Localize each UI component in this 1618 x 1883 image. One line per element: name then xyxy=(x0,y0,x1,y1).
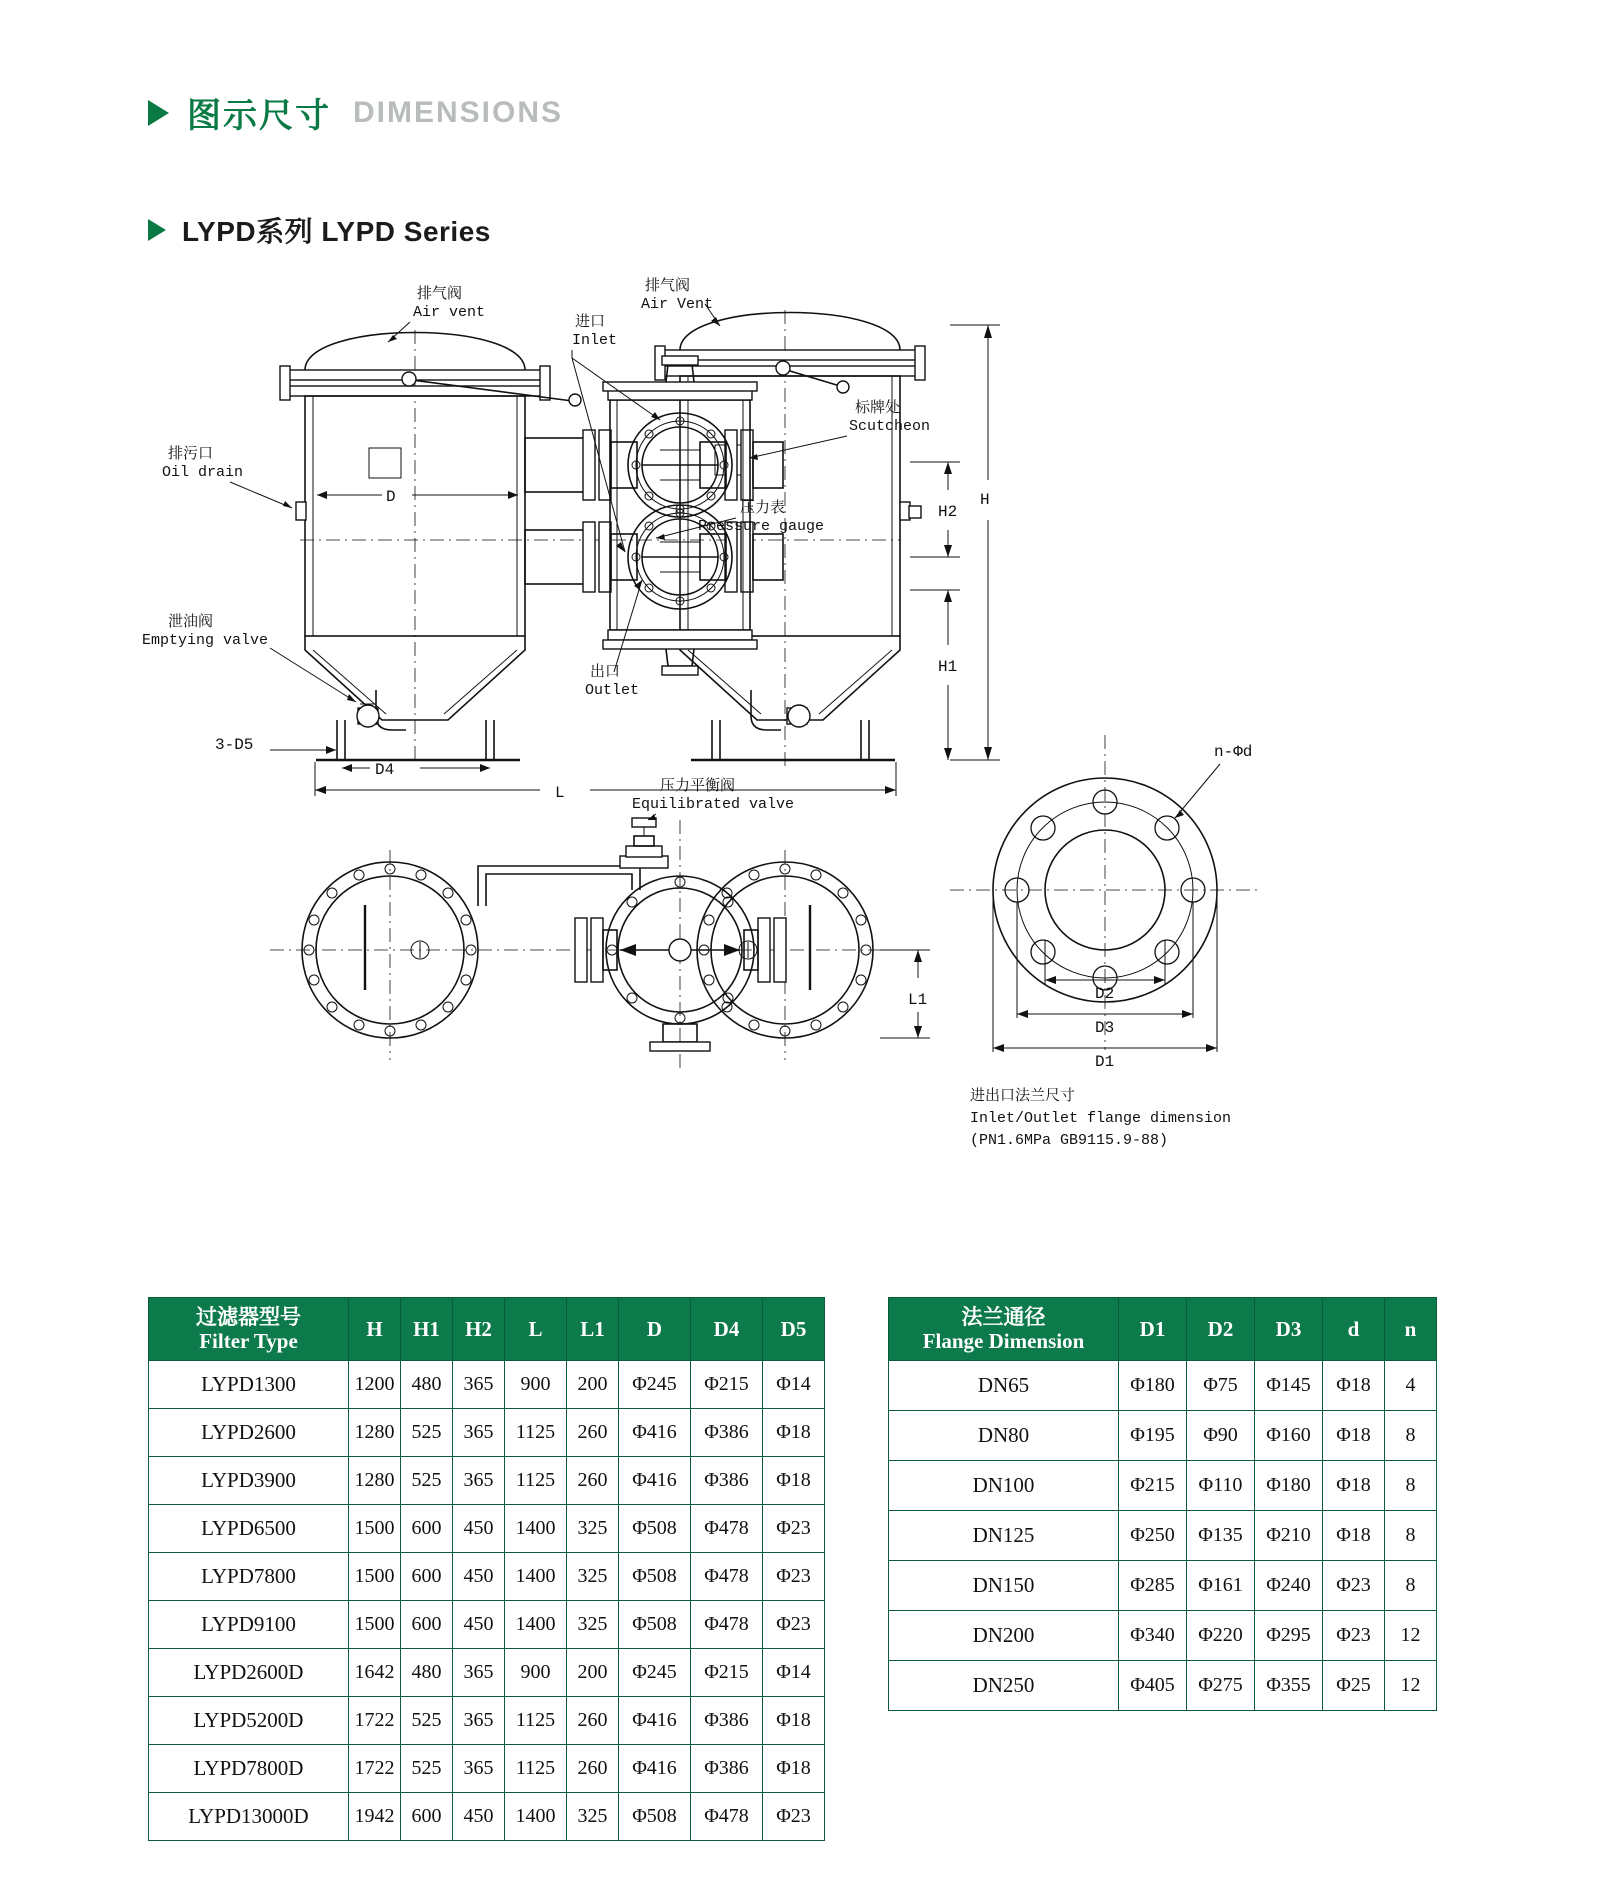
cell-l: 1400 xyxy=(505,1793,567,1841)
cell-d2: Φ161 xyxy=(1187,1561,1255,1611)
column-header-d4: D4 xyxy=(691,1298,763,1361)
section-heading-en: DIMENSIONS xyxy=(353,95,564,129)
cell-h1: 600 xyxy=(401,1505,453,1553)
cell-d4: Φ478 xyxy=(691,1505,763,1553)
cell-filter-type: LYPD1300 xyxy=(149,1361,349,1409)
cell-filter-type: LYPD2600 xyxy=(149,1409,349,1457)
svg-text:D3: D3 xyxy=(1095,1019,1115,1037)
cell-n: 8 xyxy=(1385,1461,1437,1511)
svg-text:Inlet: Inlet xyxy=(572,332,618,349)
cell-d3: Φ210 xyxy=(1255,1511,1323,1561)
column-header-d: D xyxy=(619,1298,691,1361)
column-header-h: H xyxy=(349,1298,401,1361)
cell-d2: Φ90 xyxy=(1187,1411,1255,1461)
cell-l1: 260 xyxy=(567,1697,619,1745)
cell-d: Φ508 xyxy=(619,1505,691,1553)
column-header-flange-cn: 法兰通径 xyxy=(961,1305,1046,1329)
cell-h1: 600 xyxy=(401,1601,453,1649)
cell-small-d: Φ18 xyxy=(1323,1411,1385,1461)
column-header-h2: H2 xyxy=(453,1298,505,1361)
svg-text:排气阀: 排气阀 xyxy=(645,277,691,294)
cell-n: 4 xyxy=(1385,1361,1437,1411)
svg-text:压力平衡阀: 压力平衡阀 xyxy=(660,777,736,794)
svg-text:排污口: 排污口 xyxy=(168,445,214,462)
subsection-heading xyxy=(148,210,491,250)
table-row xyxy=(889,1461,1437,1511)
cell-h2: 365 xyxy=(453,1409,505,1457)
cell-filter-type: LYPD9100 xyxy=(149,1601,349,1649)
cell-flange-name: DN100 xyxy=(889,1461,1119,1511)
svg-text:Oil drain: Oil drain xyxy=(162,464,244,481)
cell-h1: 525 xyxy=(401,1697,453,1745)
table-row xyxy=(149,1601,825,1649)
cell-h1: 525 xyxy=(401,1745,453,1793)
cell-l1: 260 xyxy=(567,1409,619,1457)
svg-text:标牌处: 标牌处 xyxy=(855,399,901,416)
cell-h2: 365 xyxy=(453,1457,505,1505)
cell-d1: Φ285 xyxy=(1119,1561,1187,1611)
table-row xyxy=(889,1411,1437,1461)
svg-text:Scutcheon: Scutcheon xyxy=(849,418,931,435)
table-row xyxy=(149,1697,825,1745)
cell-h: 1500 xyxy=(349,1553,401,1601)
cell-d1: Φ195 xyxy=(1119,1411,1187,1461)
table-row xyxy=(149,1361,825,1409)
cell-d2: Φ75 xyxy=(1187,1361,1255,1411)
column-header-flange-dimension xyxy=(889,1298,1119,1361)
svg-text:D: D xyxy=(386,488,396,506)
cell-d: Φ508 xyxy=(619,1553,691,1601)
cell-d: Φ508 xyxy=(619,1601,691,1649)
cell-d5: Φ23 xyxy=(763,1793,825,1841)
table-row xyxy=(149,1505,825,1553)
section-heading xyxy=(148,88,563,137)
cell-l1: 325 xyxy=(567,1553,619,1601)
cell-small-d: Φ23 xyxy=(1323,1561,1385,1611)
cell-h2: 450 xyxy=(453,1553,505,1601)
cell-d1: Φ180 xyxy=(1119,1361,1187,1411)
cell-h2: 450 xyxy=(453,1601,505,1649)
cell-d: Φ508 xyxy=(619,1793,691,1841)
cell-d1: Φ250 xyxy=(1119,1511,1187,1561)
column-header-filter-type xyxy=(149,1298,349,1361)
svg-text:D4: D4 xyxy=(375,761,395,779)
cell-d: Φ416 xyxy=(619,1745,691,1793)
cell-l: 1400 xyxy=(505,1601,567,1649)
cell-flange-name: DN200 xyxy=(889,1611,1119,1661)
cell-h: 1500 xyxy=(349,1505,401,1553)
cell-h2: 365 xyxy=(453,1361,505,1409)
svg-text:D1: D1 xyxy=(1095,1053,1115,1071)
svg-text:n-Φd: n-Φd xyxy=(1214,743,1253,761)
cell-d4: Φ478 xyxy=(691,1553,763,1601)
svg-text:泄油阀: 泄油阀 xyxy=(168,613,214,630)
table-row xyxy=(889,1611,1437,1661)
cell-h1: 480 xyxy=(401,1649,453,1697)
cell-n: 8 xyxy=(1385,1511,1437,1561)
cell-d4: Φ386 xyxy=(691,1457,763,1505)
cell-d5: Φ14 xyxy=(763,1361,825,1409)
cell-h: 1722 xyxy=(349,1745,401,1793)
cell-d5: Φ23 xyxy=(763,1505,825,1553)
cell-d: Φ245 xyxy=(619,1649,691,1697)
subsection-heading-label: LYPD系列 LYPD Series xyxy=(182,216,491,247)
cell-l: 1125 xyxy=(505,1409,567,1457)
cell-n: 8 xyxy=(1385,1411,1437,1461)
cell-d5: Φ18 xyxy=(763,1697,825,1745)
cell-d3: Φ240 xyxy=(1255,1561,1323,1611)
column-header-small-d: d xyxy=(1323,1298,1385,1361)
cell-filter-type: LYPD7800D xyxy=(149,1745,349,1793)
svg-text:D2: D2 xyxy=(1095,985,1115,1003)
cell-d: Φ416 xyxy=(619,1409,691,1457)
cell-d3: Φ160 xyxy=(1255,1411,1323,1461)
svg-text:压力表: 压力表 xyxy=(740,499,786,516)
cell-h1: 525 xyxy=(401,1457,453,1505)
cell-filter-type: LYPD5200D xyxy=(149,1697,349,1745)
cell-h2: 365 xyxy=(453,1745,505,1793)
cell-l: 900 xyxy=(505,1649,567,1697)
cell-h: 1200 xyxy=(349,1361,401,1409)
svg-text:进出口法兰尺寸: 进出口法兰尺寸 xyxy=(970,1087,1076,1104)
triangle-bullet-icon xyxy=(148,100,169,126)
svg-text:Air Vent: Air Vent xyxy=(641,296,714,313)
cell-l1: 325 xyxy=(567,1505,619,1553)
cell-l: 1125 xyxy=(505,1745,567,1793)
table-row xyxy=(149,1457,825,1505)
cell-h2: 450 xyxy=(453,1793,505,1841)
cell-d4: Φ478 xyxy=(691,1793,763,1841)
cell-h: 1722 xyxy=(349,1697,401,1745)
technical-drawing xyxy=(120,277,1520,1290)
cell-h: 1280 xyxy=(349,1409,401,1457)
cell-l1: 325 xyxy=(567,1793,619,1841)
cell-d3: Φ355 xyxy=(1255,1661,1323,1711)
svg-text:L: L xyxy=(555,784,565,802)
table-row xyxy=(149,1649,825,1697)
cell-n: 12 xyxy=(1385,1611,1437,1661)
table-header-row xyxy=(889,1298,1437,1361)
table-row xyxy=(149,1553,825,1601)
cell-h2: 450 xyxy=(453,1505,505,1553)
cell-d1: Φ215 xyxy=(1119,1461,1187,1511)
column-header-flange-en: Flange Dimension xyxy=(922,1329,1085,1354)
column-header-filter-type-en: Filter Type xyxy=(199,1329,298,1354)
cell-h: 1942 xyxy=(349,1793,401,1841)
cell-d5: Φ18 xyxy=(763,1457,825,1505)
column-header-d5: D5 xyxy=(763,1298,825,1361)
table-row xyxy=(149,1793,825,1841)
cell-small-d: Φ18 xyxy=(1323,1461,1385,1511)
svg-text:Equilibrated valve: Equilibrated valve xyxy=(632,796,795,813)
cell-h1: 600 xyxy=(401,1793,453,1841)
cell-flange-name: DN150 xyxy=(889,1561,1119,1611)
column-header-l: L xyxy=(505,1298,567,1361)
cell-d2: Φ220 xyxy=(1187,1611,1255,1661)
cell-d: Φ245 xyxy=(619,1361,691,1409)
svg-text:出口: 出口 xyxy=(590,663,621,680)
cell-l1: 200 xyxy=(567,1361,619,1409)
cell-flange-name: DN65 xyxy=(889,1361,1119,1411)
section-heading-cn: 图示尺寸 xyxy=(187,97,331,135)
svg-text:Pressure gauge: Pressure gauge xyxy=(698,518,825,535)
cell-d1: Φ405 xyxy=(1119,1661,1187,1711)
table-row xyxy=(889,1561,1437,1611)
cell-d5: Φ14 xyxy=(763,1649,825,1697)
table-row xyxy=(889,1661,1437,1711)
cell-d4: Φ215 xyxy=(691,1649,763,1697)
cell-d2: Φ135 xyxy=(1187,1511,1255,1561)
cell-filter-type: LYPD7800 xyxy=(149,1553,349,1601)
cell-l1: 325 xyxy=(567,1601,619,1649)
cell-small-d: Φ18 xyxy=(1323,1511,1385,1561)
filter-dimension-table xyxy=(148,1297,825,1841)
cell-d5: Φ18 xyxy=(763,1745,825,1793)
cell-h: 1642 xyxy=(349,1649,401,1697)
cell-filter-type: LYPD6500 xyxy=(149,1505,349,1553)
cell-d: Φ416 xyxy=(619,1697,691,1745)
cell-l: 1400 xyxy=(505,1505,567,1553)
cell-flange-name: DN125 xyxy=(889,1511,1119,1561)
svg-text:3-D5: 3-D5 xyxy=(215,736,254,754)
column-header-l1: L1 xyxy=(567,1298,619,1361)
svg-text:(PN1.6MPa GB9115.9-88): (PN1.6MPa GB9115.9-88) xyxy=(970,1132,1169,1149)
cell-filter-type: LYPD3900 xyxy=(149,1457,349,1505)
cell-n: 12 xyxy=(1385,1661,1437,1711)
column-header-filter-type-cn: 过滤器型号 xyxy=(196,1305,301,1329)
table-header-row xyxy=(149,1298,825,1361)
cell-filter-type: LYPD2600D xyxy=(149,1649,349,1697)
cell-d2: Φ110 xyxy=(1187,1461,1255,1511)
column-header-n: n xyxy=(1385,1298,1437,1361)
cell-l1: 260 xyxy=(567,1457,619,1505)
svg-text:Inlet/Outlet flange dimension: Inlet/Outlet flange dimension xyxy=(970,1110,1232,1127)
cell-l: 1125 xyxy=(505,1697,567,1745)
cell-filter-type: LYPD13000D xyxy=(149,1793,349,1841)
svg-text:H2: H2 xyxy=(938,503,958,521)
table-row xyxy=(889,1361,1437,1411)
cell-d3: Φ145 xyxy=(1255,1361,1323,1411)
cell-small-d: Φ18 xyxy=(1323,1361,1385,1411)
svg-text:Emptying valve: Emptying valve xyxy=(142,632,269,649)
cell-h2: 365 xyxy=(453,1649,505,1697)
cell-d4: Φ386 xyxy=(691,1409,763,1457)
cell-l: 1400 xyxy=(505,1553,567,1601)
svg-text:Air vent: Air vent xyxy=(413,304,486,321)
svg-text:进口: 进口 xyxy=(575,313,606,330)
cell-d3: Φ180 xyxy=(1255,1461,1323,1511)
cell-d4: Φ478 xyxy=(691,1601,763,1649)
cell-d5: Φ18 xyxy=(763,1409,825,1457)
cell-d1: Φ340 xyxy=(1119,1611,1187,1661)
cell-small-d: Φ23 xyxy=(1323,1611,1385,1661)
column-header-d3: D3 xyxy=(1255,1298,1323,1361)
svg-text:排气阀: 排气阀 xyxy=(417,285,463,302)
svg-text:H1: H1 xyxy=(938,658,958,676)
cell-d4: Φ215 xyxy=(691,1361,763,1409)
cell-d4: Φ386 xyxy=(691,1745,763,1793)
cell-h: 1500 xyxy=(349,1601,401,1649)
cell-d: Φ416 xyxy=(619,1457,691,1505)
svg-text:L1: L1 xyxy=(908,991,928,1009)
cell-l1: 260 xyxy=(567,1745,619,1793)
cell-h1: 525 xyxy=(401,1409,453,1457)
table-row xyxy=(149,1409,825,1457)
svg-text:Outlet: Outlet xyxy=(585,682,640,699)
table-row xyxy=(149,1745,825,1793)
table-row xyxy=(889,1511,1437,1561)
cell-l: 900 xyxy=(505,1361,567,1409)
cell-l1: 200 xyxy=(567,1649,619,1697)
cell-l: 1125 xyxy=(505,1457,567,1505)
cell-h1: 600 xyxy=(401,1553,453,1601)
cell-d3: Φ295 xyxy=(1255,1611,1323,1661)
cell-n: 8 xyxy=(1385,1561,1437,1611)
column-header-d1: D1 xyxy=(1119,1298,1187,1361)
cell-h2: 365 xyxy=(453,1697,505,1745)
cell-d4: Φ386 xyxy=(691,1697,763,1745)
cell-flange-name: DN250 xyxy=(889,1661,1119,1711)
cell-small-d: Φ25 xyxy=(1323,1661,1385,1711)
cell-h1: 480 xyxy=(401,1361,453,1409)
triangle-bullet-icon-2 xyxy=(148,219,166,241)
cell-h: 1280 xyxy=(349,1457,401,1505)
flange-dimension-table xyxy=(888,1297,1437,1711)
column-header-h1: H1 xyxy=(401,1298,453,1361)
cell-flange-name: DN80 xyxy=(889,1411,1119,1461)
svg-text:H: H xyxy=(980,491,990,509)
cell-d2: Φ275 xyxy=(1187,1661,1255,1711)
cell-d5: Φ23 xyxy=(763,1553,825,1601)
cell-d5: Φ23 xyxy=(763,1601,825,1649)
column-header-d2: D2 xyxy=(1187,1298,1255,1361)
